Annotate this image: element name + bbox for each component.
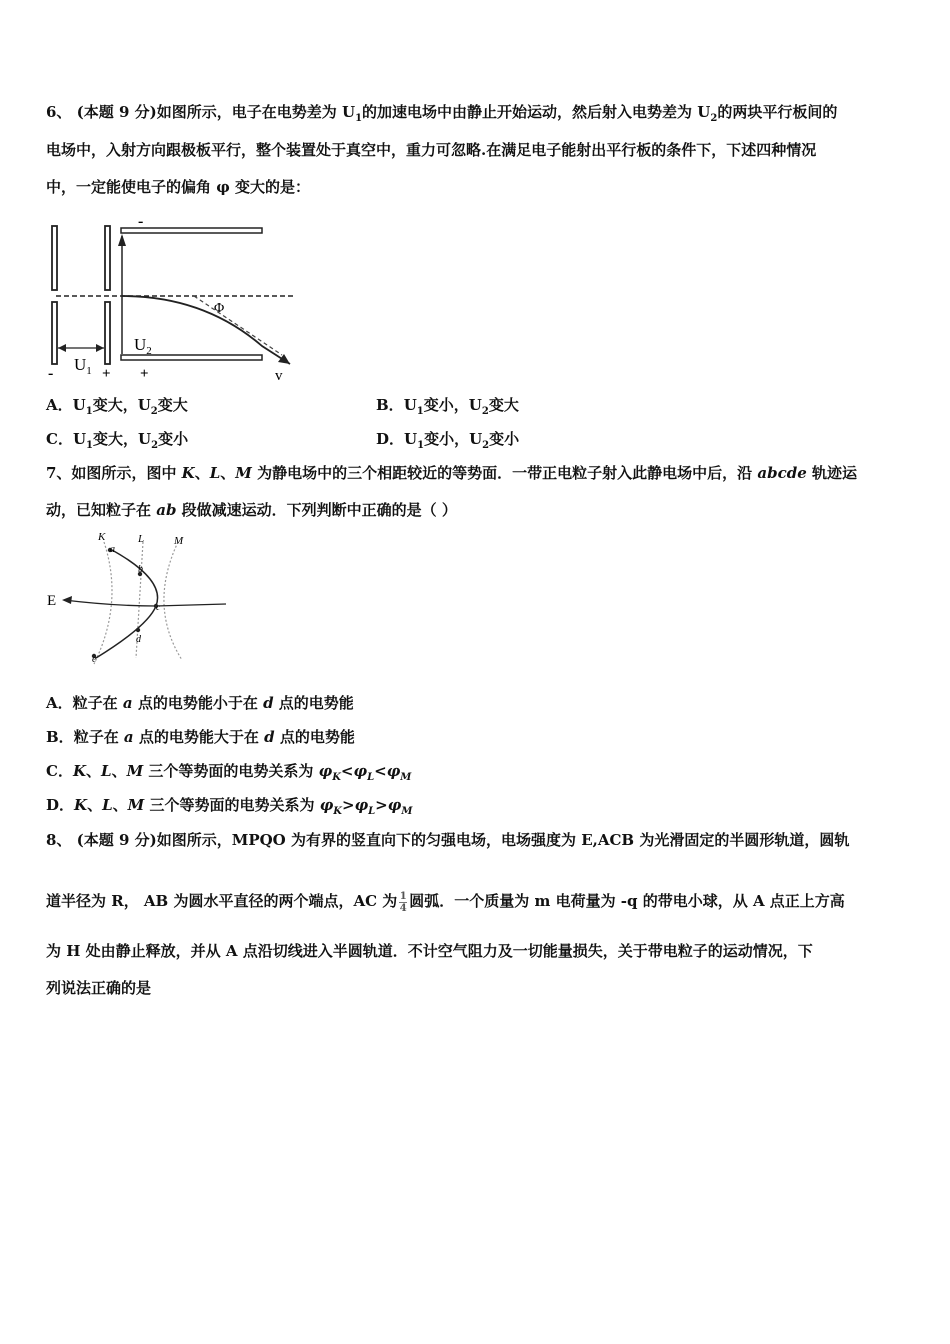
label-field-e: E (47, 593, 57, 609)
velocity-label: v (275, 368, 283, 384)
label-m: M (174, 535, 184, 547)
q7-option-d[interactable]: D．K、L、M 三个等势面的电势关系为 $\varphi_K>\varphi_L>\varphi_M$ (46, 796, 413, 817)
q8-line-2: 道半径为 R， AB 为圆水平直径的两个端点，AC 为 $\frac{1}{4}$ 圆弧．一个质量为 m 电荷量为 -q 的带电小球，从 A 点正上方高 (46, 890, 845, 914)
q7-line-1: 7、如图所示，图中 K、L、M 为静电场中的三个相距较近的等势面．一带正电粒子射入此静电场中后，沿 abcde 轨迹运 (46, 464, 857, 482)
label-e: e (92, 654, 97, 665)
q6-deflection-figure (44, 212, 306, 384)
q7-equipotential-figure (44, 528, 230, 672)
label-k: K (98, 531, 106, 543)
u1-label: $U_1$ (74, 355, 92, 377)
q7-option-c[interactable]: C．K、L、M 三个等势面的电势关系为 $\varphi_K<\varphi_L<\varphi_M$ (46, 762, 412, 783)
label-b: b (138, 564, 143, 575)
u2-label: $U_2$ (134, 335, 152, 357)
surface-m (164, 542, 182, 660)
q6-line-2: 电场中，入射方向跟极板平行，整个装置处于真空中，重力可忽略.在满足电子能射出平行板的条件下，下述四种情况 (46, 141, 817, 159)
top-plate-minus-label: - (138, 213, 144, 230)
middle-plate-upper (105, 226, 110, 290)
q6-option-d[interactable]: D．$U_1$变小，$U_2$变小 (376, 430, 520, 451)
label-l: L (138, 533, 145, 545)
left-plate-upper (52, 226, 57, 290)
middle-plus-label: + (102, 366, 111, 382)
one-quarter-fraction: $\frac{1}{4}$ (399, 890, 407, 914)
q6-line-3: 中，一定能使电子的偏角 φ 变大的是： (46, 178, 311, 196)
phi-angle-label: Φ (214, 301, 225, 316)
left-plate-lower (52, 302, 57, 364)
velocity-arrow-head (278, 354, 290, 364)
e-field-line (64, 600, 226, 606)
bottom-plate-plus-label: + (140, 366, 149, 382)
label-d: d (136, 634, 141, 645)
q8-line-4: 列说法正确的是 (46, 979, 152, 997)
middle-plate-lower (105, 302, 110, 364)
point-d (136, 628, 140, 632)
u2-arrow-head (118, 234, 126, 246)
q7-option-a[interactable]: A．粒子在 a 点的电势能小于在 d 点的电势能 (46, 694, 354, 712)
bottom-deflection-plate (121, 355, 262, 360)
q6-option-c[interactable]: C．$U_1$变大，$U_2$变小 (46, 430, 189, 451)
q7-option-b[interactable]: B．粒子在 a 点的电势能大于在 d 点的电势能 (46, 728, 355, 746)
q6-line-1: 6、 (本题 9 分)如图所示，电子在电势差为 $U_1$的加速电场中由静止开始运动，然后射入电势差为 $U_2$的两块平行板间的 (46, 103, 838, 124)
q7-line-2: 动，已知粒子在 ab 段做减速运动．下列判断中正确的是（ ） (46, 501, 457, 519)
label-c: c (156, 602, 160, 612)
q8-line-1: 8、 (本题 9 分)如图所示，MPQO 为有界的竖直向下的匀强电场，电场强度为 E,ACB 为光滑固定的半圆形轨道，圆轨 (46, 831, 850, 849)
label-a: a (110, 544, 115, 555)
q8-line-3: 为 H 处由静止释放，并从 A 点沿切线进入半圆轨道．不计空气阻力及一切能量损失，关于带电粒子的运动情况，下 (46, 942, 813, 960)
left-minus-label: - (48, 365, 54, 382)
q6-option-a[interactable]: A．$U_1$变大，$U_2$变大 (46, 396, 188, 417)
q6-option-b[interactable]: B．$U_1$变小，$U_2$变大 (376, 396, 519, 417)
q6-number: 6、 (46, 103, 72, 121)
